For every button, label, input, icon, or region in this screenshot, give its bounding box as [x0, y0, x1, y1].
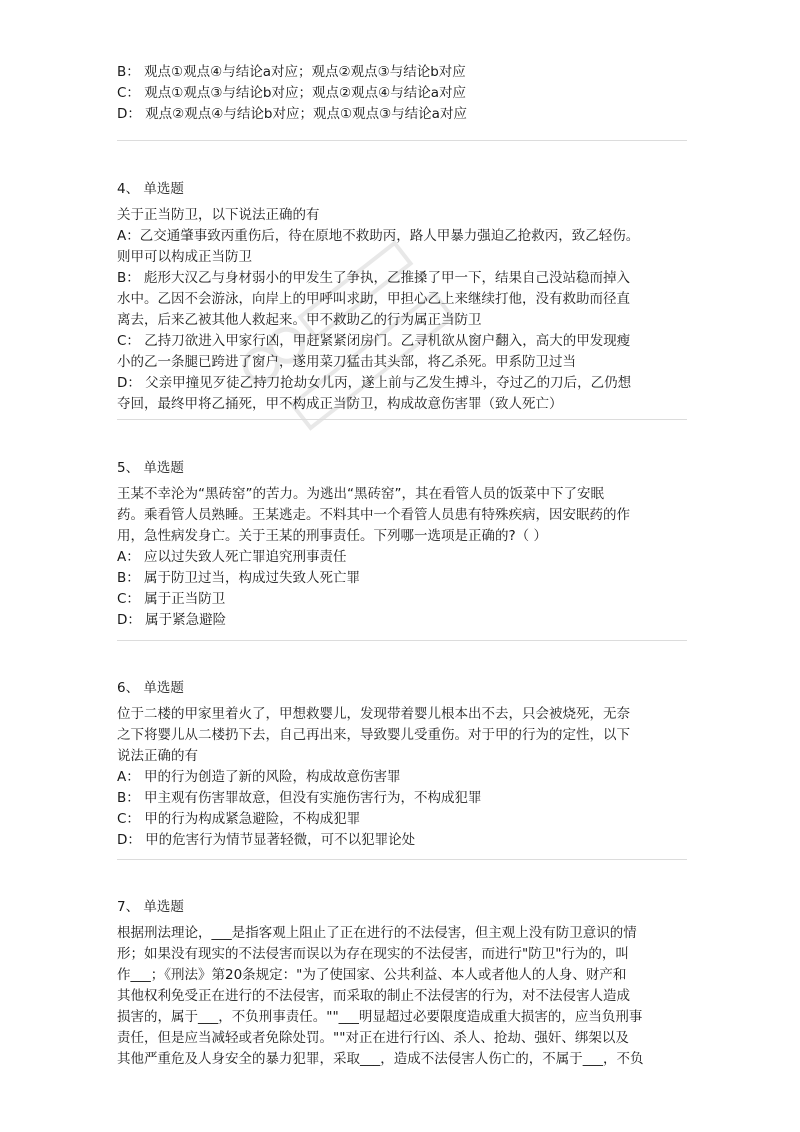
- option-a-cont: 则甲可以构成正当防卫: [117, 249, 252, 265]
- question-6-text: 说法正确的有: [117, 748, 198, 764]
- option-b-cont: 离去，后来乙被其他人救起来。甲不救助乙的行为属正当防卫: [117, 312, 482, 328]
- option-c: C： 观点①观点③与结论b对应；观点②观点④与结论a对应: [117, 85, 466, 101]
- option-d: D： 父亲甲撞见歹徒乙持刀抢劫女儿丙，遂上前与乙发生搏斗，夺过乙的刀后，乙仍想: [117, 375, 632, 391]
- question-6-header: 6、 单选题: [117, 680, 184, 696]
- question-6: [117, 678, 630, 851]
- question-7-header: 7、 单选题: [117, 899, 184, 915]
- question-7-text: 其他严重危及人身安全的暴力犯罪，采取___，造成不法侵害人伤亡的，不属于___，不负: [117, 1051, 644, 1067]
- divider: [117, 640, 687, 641]
- question-4-header: 4、 单选题: [117, 181, 184, 197]
- question-6-text: 之下将婴儿从二楼扔下去，自己再出来，导致婴儿受重伤。对于甲的行为的定性，以下: [117, 727, 630, 743]
- question-5-text: 用，急性病发身亡。关于王某的刑事责任。下列哪一选项是正确的?（ ）: [117, 528, 547, 544]
- question-7-text: 损害的，属于___，不负刑事责任。""___明显超过必要限度造成重大损害的，应当负刑事: [117, 1009, 643, 1025]
- question-5-text: 王某不幸沦为“黑砖窑”的苦力。为逃出“黑砖窑”，其在看管人员的饭菜中下了安眠: [117, 486, 604, 502]
- option-b: B： 彪形大汉乙与身材弱小的甲发生了争执，乙推搡了甲一下，结果自己没站稳而掉入: [117, 270, 631, 286]
- divider: [117, 859, 687, 860]
- option-a: A：乙交通肇事致丙重伤后，待在原地不救助丙，路人甲暴力强迫乙抢救丙，致乙轻伤。: [117, 228, 640, 244]
- question-6-text: 位于二楼的甲家里着火了，甲想救婴儿，发现带着婴儿根本出不去，只会被烧死，无奈: [117, 706, 630, 722]
- option-c: C： 甲的行为构成紧急避险，不构成犯罪: [117, 811, 361, 827]
- option-d: D： 属于紧急避险: [117, 612, 227, 628]
- question-7: [117, 897, 644, 1070]
- question-7-text: 其他权利免受正在进行的不法侵害，而采取的制止不法侵害的行为，对不法侵害人造成: [117, 988, 630, 1004]
- prev-question-options: [117, 62, 467, 125]
- option-b: B： 属于防卫过当，构成过失致人死亡罪: [117, 570, 361, 586]
- option-a: A： 甲的行为创造了新的风险，构成故意伤害罪: [117, 769, 401, 785]
- option-a: A： 应以过失致人死亡罪追究刑事责任: [117, 549, 347, 565]
- option-b: B： 甲主观有伤害罪故意，但没有实施伤害行为，不构成犯罪: [117, 790, 482, 806]
- divider: [117, 140, 687, 141]
- question-4: [117, 179, 639, 415]
- question-5-text: 药。乘看管人员熟睡。王某逃走。不料其中一个看管人员患有特殊疾病，因安眠药的作: [117, 507, 630, 523]
- question-7-text: 作___；《刑法》第20条规定："为了使国家、公共利益、本人或者他人的人身、财产和: [117, 967, 627, 983]
- option-c: C： 属于正当防卫: [117, 591, 226, 607]
- question-7-text: 根据刑法理论，___是指客观上阻止了正在进行的不法侵害，但主观上没有防卫意识的情: [117, 925, 637, 941]
- option-c: C： 乙持刀欲进入甲家行凶，甲赶紧紧闭房门。乙寻机欲从窗户翻入，高大的甲发现瘦: [117, 333, 631, 349]
- option-b: B： 观点①观点④与结论a对应；观点②观点③与结论b对应: [117, 64, 466, 80]
- option-d-cont: 夺回，最终甲将乙捅死，甲不构成正当防卫，构成故意伤害罪（致人死亡）: [117, 396, 563, 412]
- option-b-cont: 水中。乙因不会游泳，向岸上的甲呼叫求助，甲担心乙上来继续打他，没有救助而径直: [117, 291, 630, 307]
- question-7-text: 责任，但是应当减轻或者免除处罚。""对正在进行行凶、杀人、抢劫、强奸、绑架以及: [117, 1030, 629, 1046]
- question-5-header: 5、 单选题: [117, 460, 184, 476]
- question-5: [117, 458, 630, 631]
- option-c-cont: 小的乙一条腿已跨进了窗户，遂用菜刀猛击其头部，将乙杀死。甲系防卫过当: [117, 354, 576, 370]
- option-d: D： 观点②观点④与结论b对应；观点①观点③与结论a对应: [117, 106, 467, 122]
- option-d: D： 甲的危害行为情节显著轻微，可不以犯罪论处: [117, 832, 416, 848]
- question-4-text: 关于正当防卫，以下说法正确的有: [117, 207, 320, 223]
- divider: [117, 419, 687, 420]
- question-7-text: 形；如果没有现实的不法侵害而误以为存在现实的不法侵害，而进行"防卫"行为的，叫: [117, 946, 629, 962]
